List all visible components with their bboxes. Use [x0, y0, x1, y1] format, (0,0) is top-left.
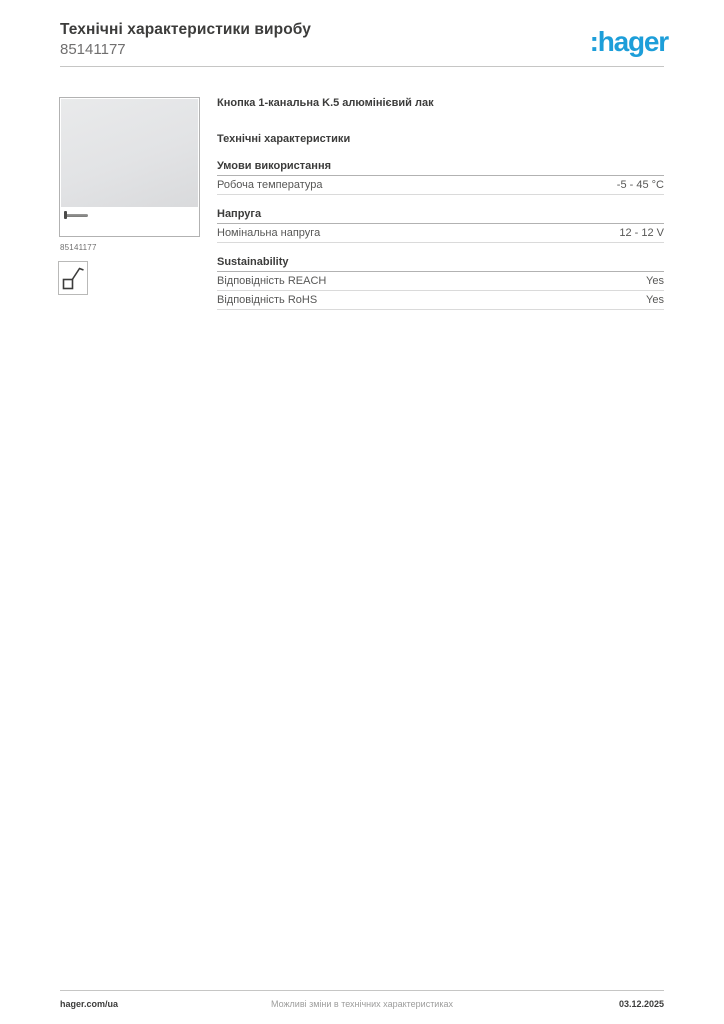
spec-section-voltage — [217, 208, 664, 243]
footer-website-link[interactable]: hager.com/ua — [60, 999, 119, 1009]
page-title: Технічні характеристики виробу — [60, 21, 311, 38]
spec-content — [217, 97, 664, 323]
spec-section-heading: Sustainability — [217, 256, 664, 272]
footer-disclaimer: Можливі зміни в технічних характеристиках — [271, 999, 453, 1009]
spec-value: Yes — [646, 294, 664, 306]
header-product-id: 85141177 — [60, 41, 126, 58]
product-name: Кнопка 1-канальна K.5 алюмінієвий лак — [217, 97, 434, 109]
product-photo-screw — [64, 211, 90, 219]
spec-value: -5 - 45 °C — [616, 179, 664, 191]
spec-row — [217, 272, 664, 291]
specs-section-title: Технічні характеристики — [217, 133, 351, 145]
spec-label: Номінальна напруга — [217, 227, 321, 239]
product-photo-plate — [61, 99, 198, 207]
spec-row — [217, 176, 664, 195]
spec-section-heading: Умови використання — [217, 160, 664, 176]
screw-shaft — [67, 214, 88, 217]
spec-section-heading: Напруга — [217, 208, 664, 224]
footer-divider — [60, 990, 664, 991]
spec-section-usage — [217, 160, 664, 195]
spec-label: Робоча температура — [217, 179, 323, 191]
spec-label: Відповідність RoHS — [217, 294, 318, 306]
hager-logo: :hager — [589, 26, 668, 57]
product-image-caption: 85141177 — [60, 243, 97, 252]
spec-value: Yes — [646, 275, 664, 287]
spec-value: 12 - 12 V — [619, 227, 664, 239]
push-button-icon — [58, 261, 88, 295]
footer-date: 03.12.2025 — [618, 999, 664, 1009]
product-image — [59, 97, 200, 237]
spec-row — [217, 224, 664, 243]
push-button-symbol-icon — [61, 264, 85, 292]
spec-label: Відповідність REACH — [217, 275, 327, 287]
header-divider — [60, 66, 664, 67]
spec-row — [217, 291, 664, 310]
spec-section-sustainability — [217, 256, 664, 310]
